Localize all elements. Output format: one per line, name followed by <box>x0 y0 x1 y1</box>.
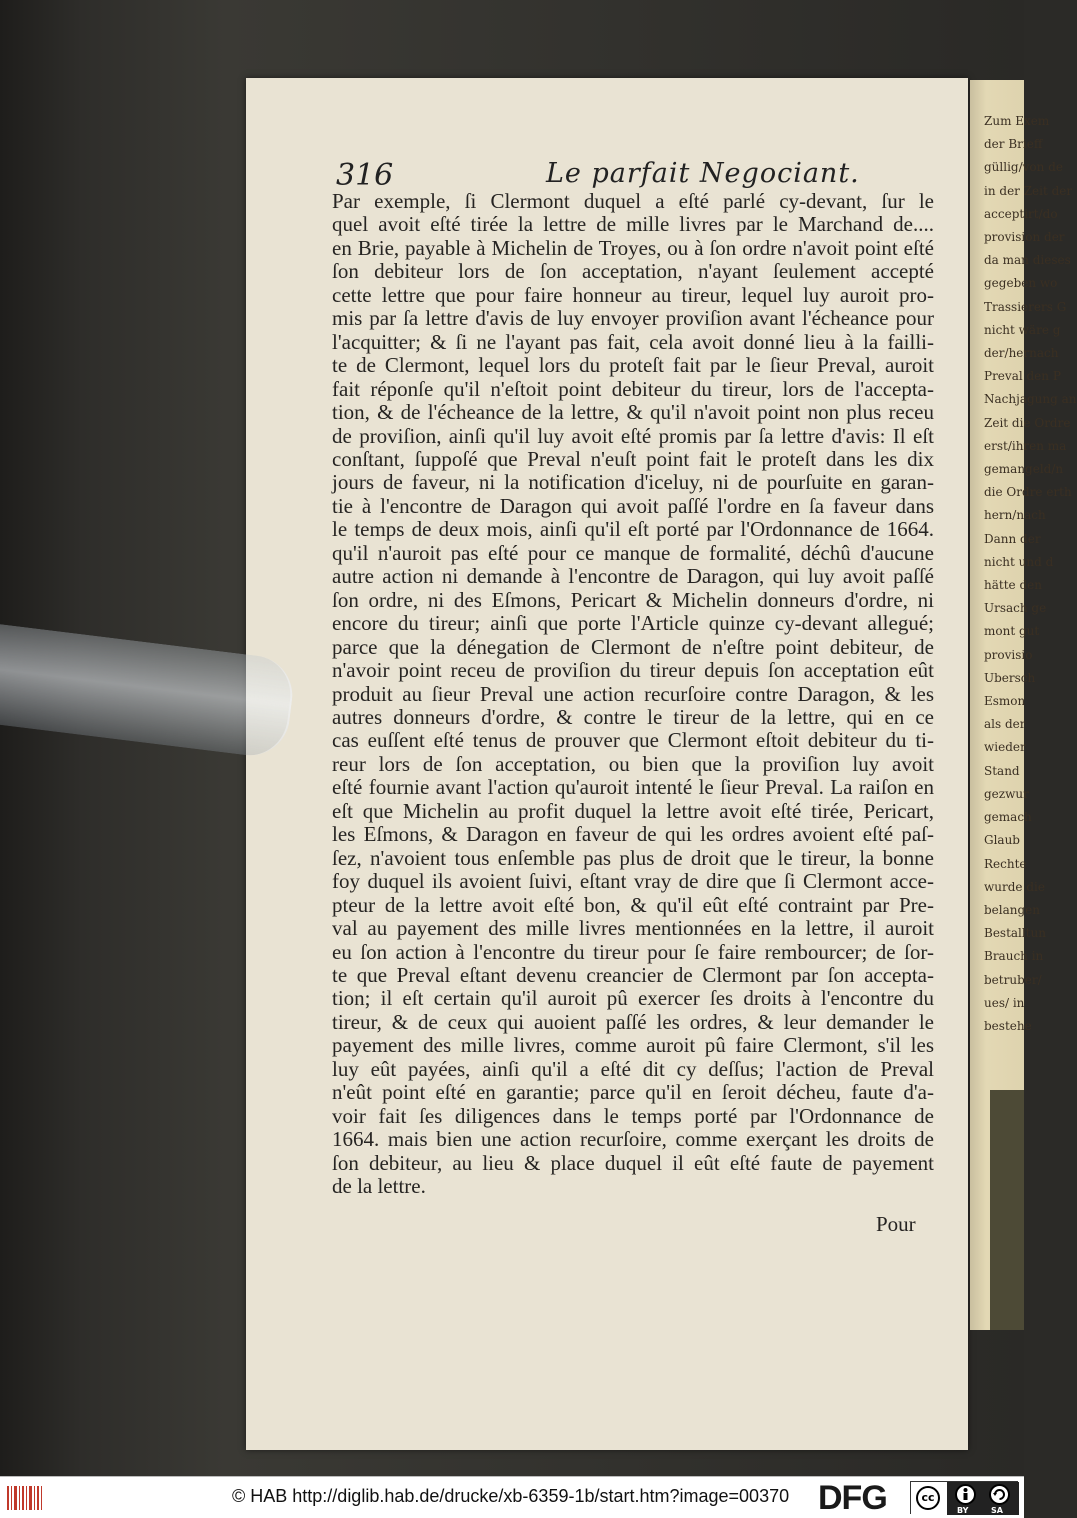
text-line: en Brie, payable à Michelin de Troyes, ou à ſon ordre n'avoit point eſté <box>332 235 934 260</box>
facing-page-fragment: wieder <box>984 740 1026 755</box>
text-line: cette lettre que pour faire honneur au tireur, lequel luy auroit pro- <box>332 282 934 307</box>
text-line: le temps de deux mois, ainſi qu'il eſt porté par l'Ordonnance de 1664. <box>332 517 934 542</box>
facing-page-fragment: Stand <box>984 763 1020 778</box>
text-line: ſon debiteur, au lieu & place duquel il eût eſté faute de payement <box>332 1150 934 1175</box>
text-line: quel avoit eſté tirée la lettre de mille livres par le Marchand de.... <box>332 212 934 237</box>
facing-page-fragment: Ursach ge <box>984 601 1047 616</box>
text-line: de proviſion, ainſi qu'il luy avoit eſté promis par ſa lettre d'avis: Il eſt <box>332 423 934 448</box>
facing-page-fragment: Brauch in <box>984 949 1044 964</box>
facing-page-fragment: Ubersch <box>984 670 1036 685</box>
text-line: tireur, & de ceux qui auoient paſſé les ordres, & leur demander le <box>332 1009 934 1034</box>
viewer-footer <box>0 1476 1024 1518</box>
facing-page-fragment: die Ordre erth <box>984 485 1072 500</box>
facing-page-fragment: hätte den <box>984 578 1042 593</box>
text-line: parce que la dénegation de Clermont de n'eſtre point debiteur, de <box>332 634 934 659</box>
license-by-label: BY <box>957 1506 969 1515</box>
text-line: eſté fournie avant l'action qu'auroit intenté le ſieur Preval. La raiſon en <box>332 775 934 800</box>
catchword: Pour <box>876 1212 916 1236</box>
text-line: qu'il n'auroit pas eſté pour ce manque de formalité, déchû d'aucune <box>332 540 934 565</box>
facing-page-text <box>970 110 1077 1038</box>
text-line: te de Clermont, lequel lors du proteſt fait par le ſieur Preval, auroit <box>332 353 934 378</box>
text-line: encore du tireur; ainſi que porte l'Article quinze cy-devant allegué; <box>332 611 934 636</box>
facing-page-fragment: Preval den P <box>984 369 1061 384</box>
text-line: pteur de la lettre avoit eſté bon, & qu'il eût eſté contraint par Pre- <box>332 892 934 917</box>
facing-page-fragment: gegeben wo <box>984 276 1058 291</box>
facing-page-fragment: der Brieff <box>984 137 1043 152</box>
facing-page-fragment: Dann der <box>984 531 1041 546</box>
text-line: l'acquitter; & ſi ne l'ayant pas fait, cela avoit donné lieu à la failli- <box>332 329 934 354</box>
facing-page-fragment: ues/ in <box>984 995 1025 1010</box>
facing-page-fragment: Trassierers G <box>984 299 1067 314</box>
text-line: de la lettre. <box>332 1174 426 1199</box>
facing-page-fragment: als der <box>984 717 1026 732</box>
facing-page-fragment: mont gut <box>984 624 1040 639</box>
text-line: ſon debiteur lors de ſon acceptation, n'ayant ſeulement accepté <box>332 259 934 284</box>
attribution-icon <box>955 1484 976 1505</box>
text-line: les Eſmons, & Daragon en faveur de qui les ordres avoient eſté paſ- <box>332 822 934 847</box>
facing-page-fragment: güllig/von de <box>984 160 1063 175</box>
cc-license-badge[interactable] <box>910 1481 1018 1514</box>
text-line: cas euſſent eſté tenus de prouver que Clermont eſtoit debiteur du ti- <box>332 728 934 753</box>
facing-page-fragment: erst/ihren ma <box>984 438 1067 453</box>
text-line: foy duquel ils avoient ſuivi, eſtant vray de dire que ſi Clermont acce- <box>332 869 934 894</box>
text-line: n'avoir point receu de proviſion du tireur depuis ſon acceptation eût <box>332 658 934 683</box>
facing-page-fragment: Zum Exem <box>984 114 1050 128</box>
facing-page-fragment: gemach <box>984 810 1032 825</box>
permalink-citation[interactable]: © HAB http://diglib.hab.de/drucke/xb-6359-1b/start.htm?image=00370 <box>232 1486 790 1506</box>
book-cover-edge <box>990 1090 1024 1330</box>
text-line: eu ſon action à l'encontre du tireur pour ſe faire rembourcer; de ſor- <box>332 939 934 964</box>
facing-page-fragment: nicht wäre g <box>984 322 1061 337</box>
facing-page-fragment: provisio <box>984 647 1033 662</box>
text-line: n'eût point eſté en garantie; parce qu'il en ſeroit décheu, faute d'a- <box>332 1080 934 1105</box>
facing-page-fragment: nicht und d <box>984 554 1054 569</box>
barcode-logo-icon <box>6 1483 46 1513</box>
facing-page-fragment: provision der <box>984 230 1065 245</box>
facing-page-fragment: da man dieses <box>984 253 1071 268</box>
facing-page-fragment: der/hernach <box>984 346 1059 361</box>
body-text <box>332 190 934 1198</box>
facing-page-fragment: betruber/ <box>984 972 1042 987</box>
text-line: 1664. mais bien une action recurſoire, comme exerçant les droits de <box>332 1127 934 1152</box>
text-line: conſtant, ſuppoſé que Preval n'euſt point fait le proteſt dans les dix <box>332 446 934 471</box>
facing-page-fragment: bestehe <box>984 1018 1032 1033</box>
text-line: voir fait ſes diligences dans le temps porté par l'Ordonnance de <box>332 1103 934 1128</box>
text-line: eſt que Michelin au profit duquel la lettre avoit eſté tirée, Pericart, <box>332 798 934 823</box>
book-page <box>246 78 968 1450</box>
text-line: fait réponſe qu'il n'eſtoit point debiteur du tireur, lors de l'accepta- <box>332 376 934 401</box>
facing-page-fragment: Zeit die Ordre <box>984 415 1071 430</box>
text-line: luy eût payées, ainſi qu'il a eſté dit cy deſſus; l'action de Preval <box>332 1056 934 1081</box>
text-line: produit au ſieur Preval une action recurſoire contre Daragon, & les <box>332 681 934 706</box>
facing-page-fragment: wurde die <box>984 879 1045 894</box>
text-line: tion; il eſt certain qu'il auroit pû exercer ſes droits à l'encontre du <box>332 986 934 1011</box>
text-line: ſez, n'avoient tous enſemble pas plus de droit que le tireur, la bonne <box>332 845 934 870</box>
facing-page-fragment: Glaub <box>984 833 1020 848</box>
facing-page-fragment: gezwur <box>984 786 1029 801</box>
facing-page-fragment: acceptirt/do <box>984 206 1058 221</box>
text-line: ſon ordre, ni des Eſmons, Pericart & Michelin donneurs d'ordre, ni <box>332 587 934 612</box>
running-title: Le parfait Negociant. <box>546 158 860 189</box>
cc-icon: cc <box>916 1486 940 1510</box>
text-line: autres donneurs d'ordre, & contre le tireur de la lettre, qui en ce <box>332 704 934 729</box>
text-line: jours de faveur, ni la notification d'iceluy, ni de pourſuite en garan- <box>332 470 934 495</box>
text-line: mis par ſa lettre d'avis de luy envoyer proviſion avant l'écheance pour <box>332 306 934 331</box>
text-line: payement des mille livres, comme auroit pû faire Clermont, s'il les <box>332 1033 934 1058</box>
facing-page-fragment: Esmon <box>984 694 1026 709</box>
text-line: reur lors de ſon acceptation, ou bien que la proviſion luy avoit <box>332 751 934 776</box>
facing-page-fragment: Nachjagung an <box>984 392 1077 407</box>
text-line: val au payement des mille livres mentionnées en la lettre, il auroit <box>332 916 934 941</box>
facing-page-fragment: belangen <box>984 902 1041 917</box>
license-sa-label: SA <box>991 1506 1003 1515</box>
text-line: autre action ni demande à l'encontre de Daragon, qui luy avoit paſſé <box>332 564 934 589</box>
facing-page-fragment: in der Zeit der <box>984 183 1073 198</box>
text-line: te que Preval eſtant devenu creancier de Clermont par ſon accepta- <box>332 962 934 987</box>
facing-page-fragment: Rechte <box>984 856 1027 871</box>
text-line: tie à l'encontre de Daragon qui avoit paſſé l'ordre en ſa faveur dans <box>332 493 934 518</box>
text-line: Par exemple, ſi Clermont duquel a eſté parlé cy-devant, ſur le <box>332 189 934 213</box>
page-number: 316 <box>336 158 394 193</box>
text-line: tion, & de l'écheance de la lettre, & qu'il n'avoit point non plus receu <box>332 400 934 425</box>
facing-page-fragment: Bestalltun <box>984 926 1047 941</box>
dfg-logo: DFG <box>818 1479 887 1517</box>
facing-page-fragment: gemangeld/n <box>984 462 1064 477</box>
facing-page-fragment: hern/nach <box>984 508 1046 523</box>
share-alike-icon <box>989 1484 1010 1505</box>
